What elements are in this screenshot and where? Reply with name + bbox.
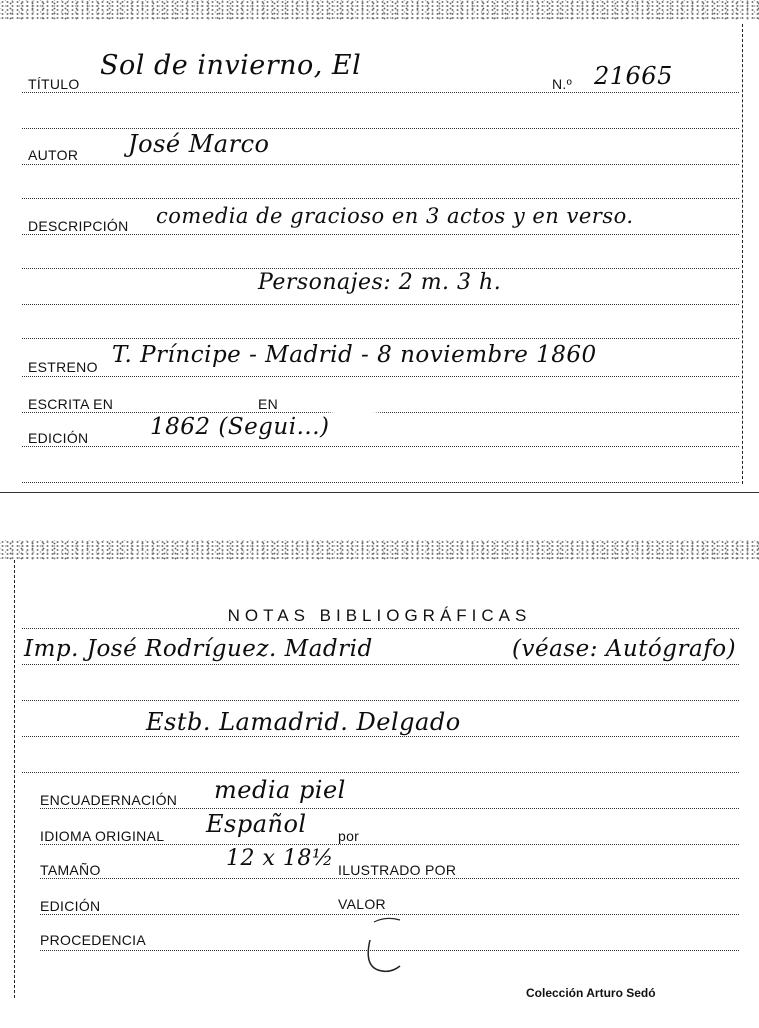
ruled-line xyxy=(22,198,739,199)
catalog-card-main xyxy=(0,0,759,492)
collection-credit: Colección Arturo Sedó xyxy=(526,986,656,1000)
written-in-label: ESCRITA EN xyxy=(28,396,114,412)
binding-label: ENCUADERNACIÓN xyxy=(40,792,178,808)
written-in-secondary-label: EN xyxy=(258,396,279,412)
value-label: VALOR xyxy=(338,896,386,912)
number-label: N.º xyxy=(552,76,573,92)
card-right-border xyxy=(742,24,743,484)
notes-heading: NOTAS BIBLIOGRÁFICAS xyxy=(227,606,532,625)
provenance-label: PROCEDENCIA xyxy=(40,932,146,948)
characters-value: Personajes: 2 m. 3 h. xyxy=(258,270,502,295)
ruled-line xyxy=(22,772,739,773)
ruled-line xyxy=(22,482,739,483)
binding-value: media piel xyxy=(214,776,346,804)
size-label: TAMAÑO xyxy=(40,862,101,878)
notes-line-2: Estb. Lamadrid. Delgado xyxy=(146,708,461,736)
notes-line-1-right: (véase: Autógrafo) xyxy=(512,636,737,662)
language-label: IDIOMA ORIGINAL xyxy=(40,828,165,844)
edition-label: EDICIÓN xyxy=(28,430,89,446)
ruled-line xyxy=(22,92,739,93)
page-separator xyxy=(0,492,759,493)
ruled-line xyxy=(40,808,739,809)
notes-line-1: Imp. José Rodríguez. Madrid xyxy=(24,636,373,662)
ruled-line xyxy=(22,268,739,269)
ruled-line xyxy=(22,164,739,165)
title-label: TÍTULO xyxy=(28,76,80,92)
ruled-line xyxy=(22,234,739,235)
ruled-line xyxy=(40,844,739,845)
author-label: AUTOR xyxy=(28,147,79,163)
ruled-line xyxy=(40,878,739,879)
ruled-line xyxy=(22,736,739,737)
card-top-edge-texture xyxy=(0,540,759,560)
number-value: 21665 xyxy=(594,62,673,90)
catalog-card-notes xyxy=(0,540,759,1028)
ruled-line xyxy=(22,628,739,629)
author-value: José Marco xyxy=(128,130,270,158)
ruled-line xyxy=(22,338,739,339)
ruled-line xyxy=(22,446,739,447)
hole-punch-mark xyxy=(334,394,374,420)
ruled-line xyxy=(22,376,739,377)
translator-label: por xyxy=(338,828,360,844)
ruled-line xyxy=(22,664,739,665)
edition-value: 1862 (Segui...) xyxy=(150,414,330,440)
pen-stroke-mark xyxy=(360,910,420,980)
premiere-value: T. Príncipe - Madrid - 8 noviembre 1860 xyxy=(112,342,597,368)
premiere-label: ESTRENO xyxy=(28,359,98,375)
ruled-line xyxy=(22,700,739,701)
ruled-line xyxy=(22,128,739,129)
description-value: comedia de gracioso en 3 actos y en verso. xyxy=(156,204,634,228)
card-top-edge-texture xyxy=(0,0,759,20)
language-value: Español xyxy=(206,810,307,838)
edition-label: EDICIÓN xyxy=(40,898,101,914)
illustrator-label: ILUSTRADO POR xyxy=(338,862,457,878)
ruled-line xyxy=(22,304,739,305)
size-value: 12 x 18½ xyxy=(226,846,334,871)
ruled-line xyxy=(22,412,739,413)
description-label: DESCRIPCIÓN xyxy=(28,218,129,234)
title-value: Sol de invierno, El xyxy=(100,50,362,81)
